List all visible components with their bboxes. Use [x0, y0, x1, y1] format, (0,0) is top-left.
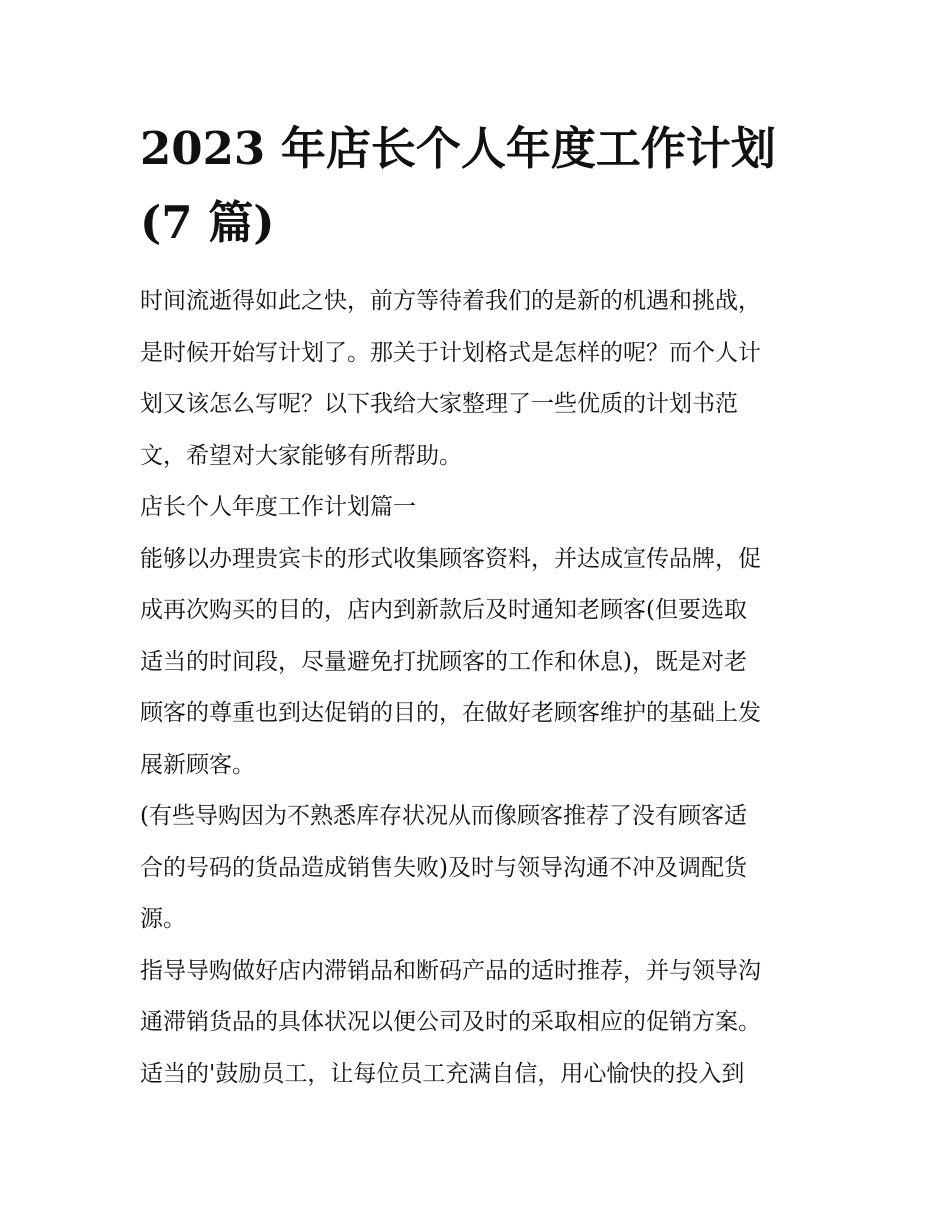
- body-line: 适当的'鼓励员工，让每位员工充满自信，用心愉快的投入到: [140, 1060, 745, 1087]
- body-line: 合的号码的货品造成销售失败)及时与领导沟通不冲及调配货: [140, 854, 747, 881]
- body-line: 源。: [140, 906, 186, 932]
- body-line: 展新顾客。: [140, 751, 255, 778]
- body-line: 顾客的尊重也到达促销的目的，在做好老顾客维护的基础上发: [140, 700, 761, 726]
- title-line: 2023 年店长个人年度工作计划: [140, 122, 776, 175]
- body-line: 适当的时间段，尽量避免打扰顾客的工作和休息)，既是对老: [140, 648, 747, 675]
- document-title: [140, 112, 830, 260]
- body-line: 能够以办理贵宾卡的形式收集顾客资料，并达成宣传品牌，促: [140, 545, 761, 572]
- document-body: [140, 276, 830, 1100]
- body-line: 文，希望对大家能够有所帮助。: [140, 442, 462, 469]
- body-line: 成再次购买的目的，店内到新款后及时通知老顾客(但要选取: [140, 597, 747, 623]
- body-line: 通滞销货品的具体状况以便公司及时的采取相应的促销方案。: [140, 1009, 761, 1035]
- body-line: 时间流逝得如此之快，前方等待着我们的是新的机遇和挑战，: [140, 288, 761, 314]
- body-line: 是时候开始写计划了。那关于计划格式是怎样的呢？而个人计: [140, 339, 761, 366]
- body-line: 划又该怎么写呢？以下我给大家整理了一些优质的计划书范: [140, 391, 738, 417]
- section-heading: 店长个人年度工作计划篇一: [140, 494, 416, 520]
- title-line: (7 篇): [140, 196, 275, 249]
- body-line: (有些导购因为不熟悉库存状况从而像顾客推荐了没有顾客适: [140, 803, 747, 829]
- body-line: 指导导购做好店内滞销品和断码产品的适时推荐，并与领导沟: [140, 957, 761, 984]
